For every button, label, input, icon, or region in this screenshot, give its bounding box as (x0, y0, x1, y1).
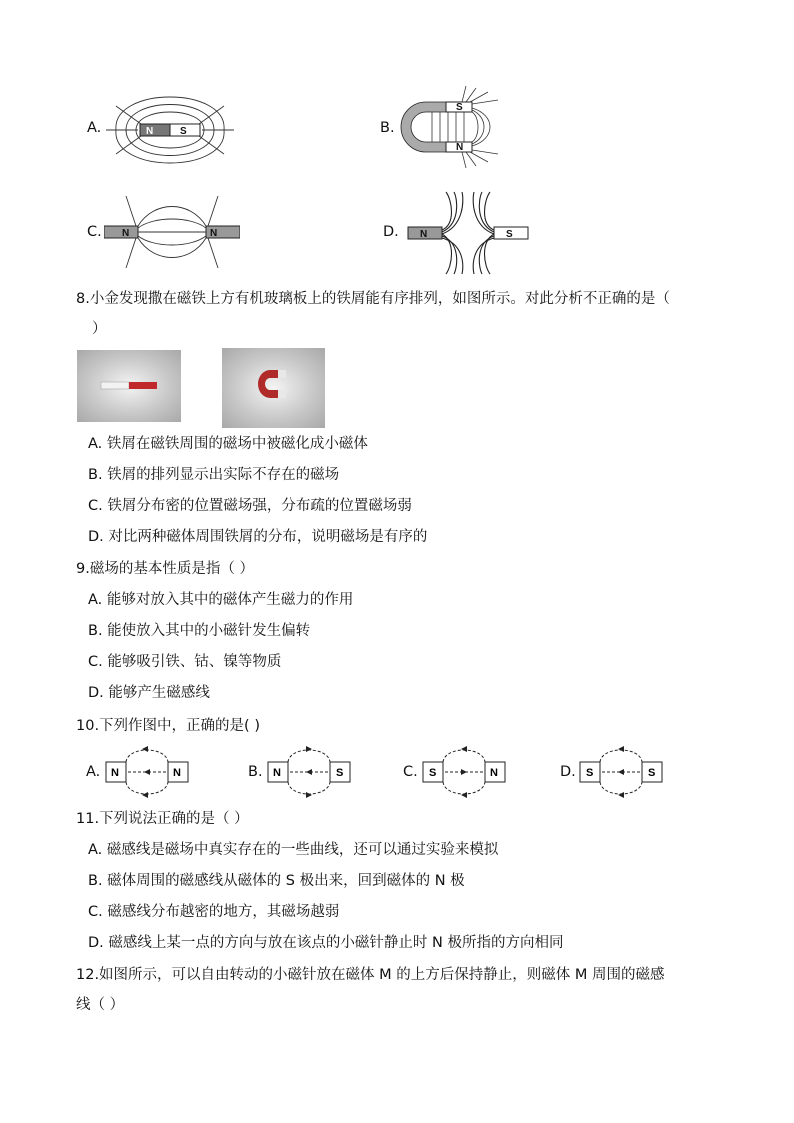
q9-option-c: C. 能够吸引铁、钴、镍等物质 (88, 654, 282, 670)
q10-d-right-pole: S (648, 767, 656, 779)
q7-option-a-figure (106, 86, 234, 174)
q12-stem: 12.如图所示，可以自由转动的小磁针放在磁体 M 的上方后保持静止，则磁体 M 周围的磁感 (76, 967, 665, 983)
q10-b-left-pole: N (273, 767, 281, 779)
q7-option-d-figure (406, 190, 530, 276)
q7-option-b-figure (396, 82, 506, 172)
q7-d-left-pole: N (420, 229, 428, 240)
q7-b-top-pole: S (456, 102, 463, 113)
q7-option-c-letter: C. (87, 224, 102, 240)
q8-stem: 8.小金发现撒在磁铁上方有机玻璃板上的铁屑能有序排列，如图所示。对此分析不正确的是（ (76, 291, 670, 307)
q10-c-right-pole: N (490, 767, 498, 779)
q8-option-d: D. 对比两种磁体周围铁屑的分布，说明磁场是有序的 (88, 529, 428, 545)
q10-c-left-pole: S (429, 767, 437, 779)
q7-b-bottom-pole: N (456, 142, 464, 153)
q10-a-left-pole: N (111, 767, 119, 779)
q7-c-right-pole: N (210, 228, 218, 239)
q10-option-a-letter: A. (86, 764, 101, 780)
q11-stem: 11.下列说法正确的是（ ） (76, 811, 249, 827)
q7-c-left-pole: N (122, 228, 130, 239)
q10-option-c-letter: C. (403, 764, 418, 780)
q10-b-right-pole: S (336, 767, 344, 779)
q8-bar-magnet-photo (77, 350, 181, 422)
q7-option-a-letter: A. (87, 120, 102, 136)
q12-stem-tail: 线（ ） (76, 997, 125, 1013)
q8-option-c: C. 铁屑分布密的位置磁场强，分布疏的位置磁场弱 (88, 498, 412, 514)
q10-option-b-letter: B. (248, 764, 263, 780)
q11-option-b: B. 磁体周围的磁感线从磁体的 S 极出来，回到磁体的 N 极 (88, 873, 465, 889)
q7-option-c-figure (104, 190, 240, 274)
q7-option-b-letter: B. (380, 120, 395, 136)
q10-a-right-pole: N (173, 767, 181, 779)
q11-option-a: A. 磁感线是磁场中真实存在的一些曲线，还可以通过实验来模拟 (88, 842, 499, 858)
q8-option-b: B. 铁屑的排列显示出实际不存在的磁场 (88, 467, 340, 483)
q10-d-left-pole: S (586, 767, 594, 779)
q9-option-b: B. 能使放入其中的小磁针发生偏转 (88, 623, 311, 639)
q7-a-left-pole: N (146, 126, 154, 137)
q11-option-d: D. 磁感线上某一点的方向与放在该点的小磁针静止时 N 极所指的方向相同 (88, 935, 564, 951)
q9-option-a: A. 能够对放入其中的磁体产生磁力的作用 (88, 592, 354, 608)
q10-stem: 10.下列作图中，正确的是( ) (76, 718, 260, 734)
q8-u-magnet-photo (222, 348, 325, 428)
q8-stem-tail: ） (92, 321, 107, 337)
q8-option-a: A. 铁屑在磁铁周围的磁场中被磁化成小磁体 (88, 436, 368, 452)
q7-a-right-pole: S (180, 126, 187, 137)
q10-option-d-letter: D. (560, 764, 576, 780)
q7-d-right-pole: S (506, 229, 513, 240)
q11-option-c: C. 磁感线分布越密的地方，其磁场越弱 (88, 904, 340, 920)
q9-option-d: D. 能够产生磁感线 (88, 685, 210, 701)
q7-option-d-letter: D. (383, 224, 399, 240)
q9-stem: 9.磁场的基本性质是指（ ） (76, 561, 254, 577)
